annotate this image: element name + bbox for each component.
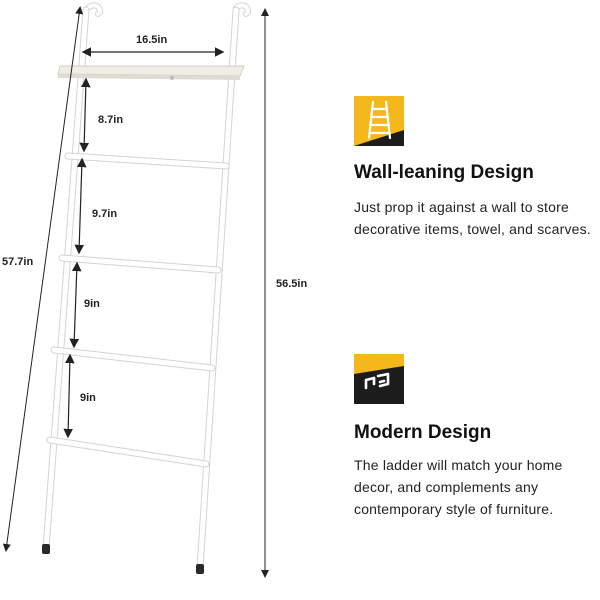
gap-2-arrow (79, 160, 82, 252)
gap-3-arrow (74, 264, 77, 346)
ladder-icon (354, 96, 404, 146)
shelf-width-label: 16.5in (136, 34, 168, 46)
gap-3-label: 9in (84, 298, 100, 310)
gap-4-label: 9in (80, 392, 96, 404)
right-rail (196, 5, 248, 574)
rung-2 (62, 258, 218, 270)
rung-3 (54, 350, 212, 368)
left-foot (42, 544, 50, 554)
height-label: 56.5in (276, 278, 308, 290)
feature-title: Wall-leaning Design (354, 162, 534, 183)
feature-modern (354, 354, 600, 524)
gap-1-label: 8.7in (98, 114, 124, 126)
right-foot (196, 564, 204, 574)
connector-icon (354, 354, 404, 404)
feature-description: Just prop it against a wall to store decorative items, towel, and scarves. (354, 199, 591, 237)
feature-title: Modern Design (354, 422, 492, 443)
feature-wall-leaning (354, 96, 600, 266)
gap-1-arrow (84, 80, 86, 150)
rung-1 (68, 156, 226, 166)
gap-2-label: 9.7in (92, 208, 118, 220)
total-length-label: 57.7in (2, 256, 34, 268)
top-shelf (58, 66, 244, 80)
feature-description: The ladder will match your home decor, and complements any contemporary style of furniture. (354, 457, 563, 517)
left-rail (42, 5, 100, 554)
rung-4 (50, 440, 206, 464)
gap-4-arrow (68, 356, 70, 436)
